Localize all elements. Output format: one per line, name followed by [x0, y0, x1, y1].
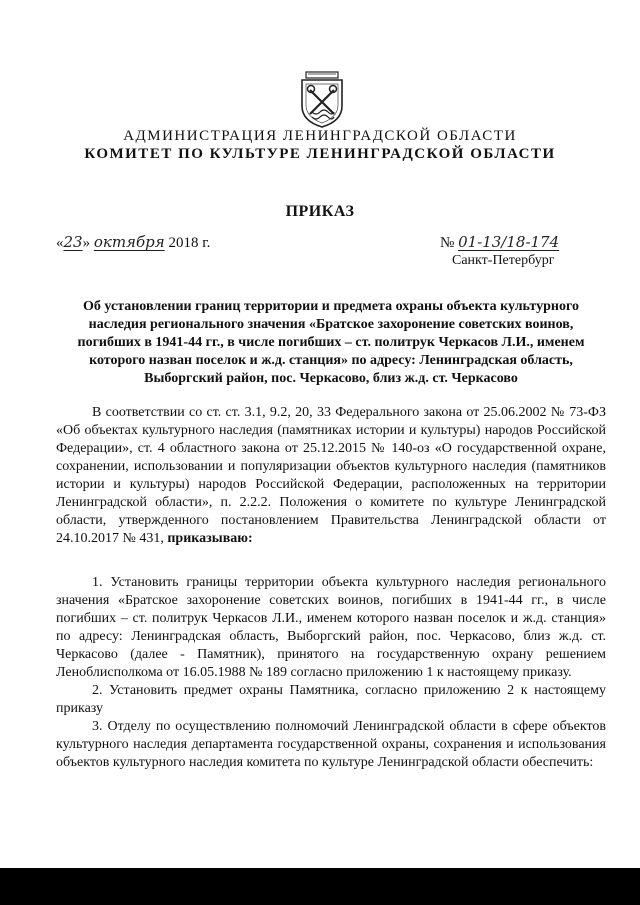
date-day: 23 [63, 233, 83, 251]
org-name-administration: АДМИНИСТРАЦИЯ ЛЕНИНГРАДСКОЙ ОБЛАСТИ [123, 128, 517, 144]
order-word: приказываю: [167, 531, 253, 546]
date-year: 2018 г. [168, 235, 211, 251]
preamble [56, 404, 606, 548]
order-city: Санкт-Петербург [452, 253, 555, 268]
order-item-2: 2. Установить предмет охраны Памятника, согласно приложению 2 к настоящему приказу [56, 683, 606, 716]
order-heading: Об установлении границ территории и предмета охраны объекта культурного наследия регионального значения «Братское захоронение советских воинов, погибших в 1941-44 гг., в числе погибших – ст. политрук Черкасов Л.И., именем которого назван поселок и ж.д. станция» по адресу: Ленинградская область, Выборгский район, пос. Черкасово, близ ж.д. ст. Черкасово [77, 299, 585, 386]
number-value: 01-13/18-174 [458, 233, 560, 251]
date-quote-close: » [82, 235, 91, 251]
order-items [56, 574, 606, 772]
order-number [440, 233, 559, 252]
order-date [56, 233, 210, 252]
preamble-text: В соответствии со ст. ст. 3.1, 9.2, 20, 33 Федерального закона от 25.06.2002 № 73-ФЗ «Об объектах культурного наследия (памятниках истории и культуры) народов Российской Федерации», ст. 4 областного закона от 25.12.2015 № 140-оз «О государственной охране, сохранении, использовании и популяризации объектов культурного наследия (памятников истории и культуры) народов Российской Федерации, расположенных на территории Ленинградской области», п. 2.2.2. Положения о комитете по культуре Ленинградской области, утвержденного постановлением Правительства Ленинградской области от 24.10.2017 № 431, [56, 405, 606, 546]
org-name-committee: КОМИТЕТ ПО КУЛЬТУРЕ ЛЕНИНГРАДСКОЙ ОБЛАСТИ [84, 146, 556, 162]
document-title: ПРИКАЗ [285, 203, 355, 220]
date-quote-open: « [56, 235, 64, 251]
date-month: октября [93, 233, 165, 251]
scan-border [0, 868, 640, 905]
number-prefix: № [440, 235, 455, 251]
order-item-3: 3. Отделу по осуществлению полномочий Ленинградской области в сфере объектов культурного наследия департамента государственной охраны, сохранения и использования объектов культурного наследия комитета по культуре Ленинградской области обеспечить: [56, 719, 606, 770]
coat-of-arms-icon [298, 70, 346, 128]
order-item-1: 1. Установить границы территории объекта культурного наследия регионального значения «Братское захоронение советских воинов, погибших в 1941-44 гг., в числе погибших – ст. политрук Черкасов Л.И., именем которого назван поселок и ж.д. станция» по адресу: Ленинградская область, Выборгский район, пос. Черкасово, близ ж.д. ст. Черкасово (далее - Памятник), принятого на государственную охрану решением Леноблисполкома от 16.05.1988 № 189 согласно приложению 1 к настоящему приказу. [56, 575, 606, 680]
